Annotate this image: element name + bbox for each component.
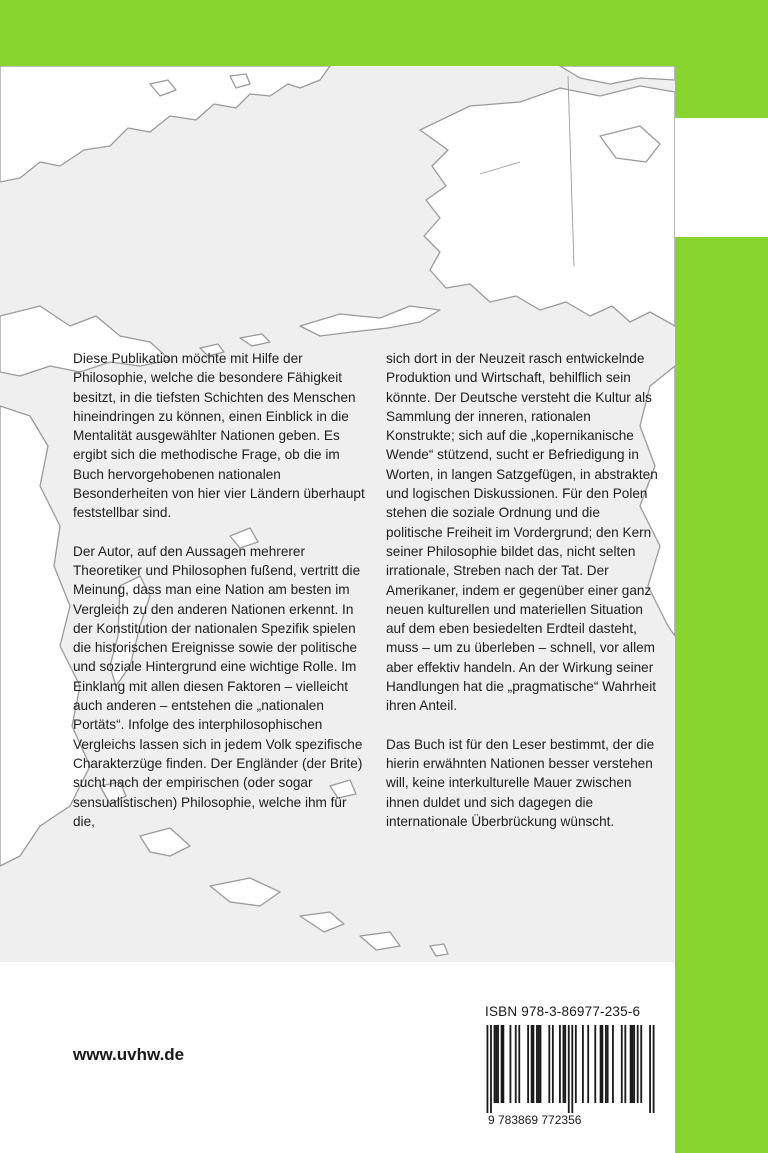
- publisher-website: www.uvhw.de: [73, 1045, 185, 1064]
- barcode-bar: [501, 1025, 503, 1103]
- barcode-bar: [607, 1025, 609, 1103]
- author-paragraph: Der Autor, auf den Aussagen mehrerer Theoretiker und Philosophen fußend, vertritt die Meinung, dass man eine Nation am besten im Vergleich zu den anderen Nationen erkennt. In der Konstitution der nationalen Spezifik spielen die historischen Ereignisse sowie der politische und soziale Hintergrund eine wichtige Rolle. Im Einklang mit allen diesen Faktoren – vielleicht auch anderen – entstehen die „nationalen Portäts“. Infolge des interphilosophischen Vergleichs lassen sich in jedem Volk spezifische Charakterzüge finden. Der Engländer (der Brite) sucht nach der empirischen (oder sogar sensualistischen) Philosophie, welche ihm für die,: [73, 543, 363, 829]
- barcode-bar: [540, 1025, 542, 1103]
- barcode-bar: [548, 1025, 550, 1103]
- barcode-bar: [559, 1025, 561, 1103]
- barcode-bar: [494, 1025, 496, 1103]
- barcode-bar: [612, 1025, 614, 1103]
- right-green-band: [675, 237, 768, 1153]
- barcode-bar: [624, 1025, 626, 1103]
- barcode-bar: [621, 1025, 623, 1103]
- barcode-bar: [532, 1025, 534, 1103]
- barcode-bar: [568, 1025, 570, 1113]
- ean13-barcode-icon: [483, 1025, 658, 1113]
- top-green-band: [0, 0, 768, 66]
- barcode-bar: [640, 1025, 642, 1103]
- barcode-bar: [487, 1025, 489, 1113]
- right-text-column: [386, 349, 658, 831]
- top-right-green-block: [675, 0, 768, 118]
- barcode-bar: [527, 1025, 529, 1103]
- barcode-bar: [495, 1025, 497, 1103]
- barcode-bar: [633, 1025, 635, 1103]
- barcode-digits: 9 783869 772356: [488, 1113, 582, 1127]
- barcode-bar: [605, 1025, 607, 1103]
- intro-paragraph: Diese Publikation möchte mit Hilfe der Philosophie, welche die besondere Fähigkeit besitzt, in die tiefsten Schichten des Menschen hineindringen zu können, einen Einblick in die Mentalität ausgewählter Nationen geben. Es ergibt sich die methodische Frage, ob die im Buch hervorgehobenen nationalen Besonderheiten von hier vier Ländern überhaupt feststellbar sind.: [73, 351, 365, 521]
- barcode-bar: [630, 1025, 632, 1103]
- barcode-bar: [552, 1025, 554, 1103]
- isbn-label: ISBN 978-3-86977-235-6: [485, 1004, 641, 1019]
- barcode-bar: [631, 1025, 633, 1103]
- barcode-bar: [515, 1025, 517, 1103]
- barcode-bar: [653, 1025, 655, 1113]
- barcode-bar: [571, 1025, 573, 1113]
- barcode-bar: [536, 1025, 538, 1103]
- barcode-bar: [538, 1025, 540, 1103]
- barcode-bar: [587, 1025, 589, 1103]
- barcode-bar: [490, 1025, 492, 1113]
- barcode-bar: [575, 1025, 577, 1103]
- audience-paragraph: Das Buch ist für den Leser bestimmt, der die hierin erwähnten Nationen besser verstehen will, keine interkulturelle Mauer zwischen ihnen duldet und sich dagegen die internationale Überbrückung wünscht.: [386, 736, 655, 829]
- barcode-bar: [600, 1025, 602, 1103]
- barcode-bar: [518, 1025, 520, 1103]
- barcode-bar: [497, 1025, 499, 1103]
- barcode-bar: [502, 1025, 504, 1103]
- barcode-bar: [601, 1025, 603, 1103]
- barcode-bar: [563, 1025, 565, 1103]
- nations-paragraph: sich dort in der Neuzeit rasch entwickelnde Produktion und Wirtschaft, behilflich sein könnte. Der Deutsche versteht die Kultur als Sammlung der inneren, rationalen Konstrukte; sich auf die „kopernikanische Wende“ stützend, sucht er Befriedigung in Worten, in langen Satzgefügen, in abstrakten und logischen Diskussionen. Für den Polen stehen die soziale Ordnung und die politische Freiheit im Vordergrund; den Kern seiner Philosophie bildet das, nicht selten irrationale, Streben nach der Tat. Der Amerikaner, indem er gegenüber einer ganz neuen kulturellen und materiellen Situation auf dem eben besiedelten Erdteil dasteht, muss – um zu überleben – schnell, vor allem aber effektiv handeln. An der Wirkung seiner Handlungen hat die „pragmatische“ Wahrheit ihren Anteil.: [386, 351, 658, 714]
- barcode-bar: [637, 1025, 639, 1103]
- barcode-bar: [564, 1025, 566, 1103]
- barcode-bar: [582, 1025, 584, 1103]
- barcode-bar: [531, 1025, 533, 1103]
- left-text-column: [73, 349, 368, 831]
- barcode-bar: [510, 1025, 512, 1103]
- barcode-bar: [649, 1025, 651, 1113]
- barcode-bar: [594, 1025, 596, 1103]
